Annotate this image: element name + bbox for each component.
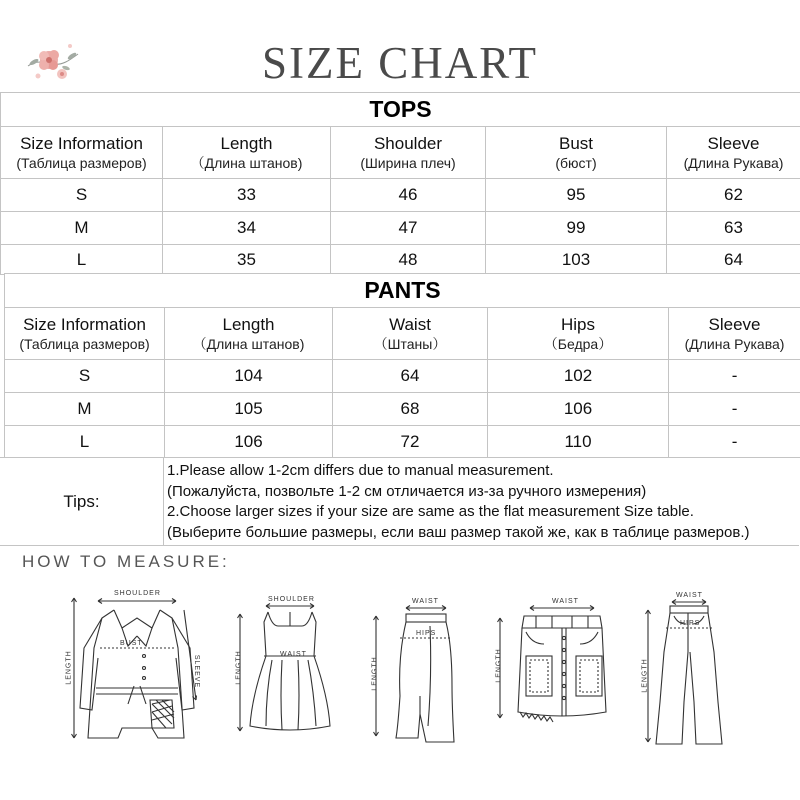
table-row: S 104 64 102 - <box>5 360 800 393</box>
waist-label: WAIST <box>412 598 439 605</box>
tips-box <box>0 457 799 546</box>
header <box>0 0 800 92</box>
tops-section-title: TOPS <box>1 93 800 127</box>
table-row: S 33 46 95 62 <box>1 179 800 212</box>
length-label: LENGTH <box>495 648 503 683</box>
pants-illustration <box>636 592 736 752</box>
dress-illustration <box>232 596 344 746</box>
tip-line: (Выберите большие размеры, если ваш размер такой же, как в таблице размеров.) <box>167 523 750 541</box>
tip-line: 1.Please allow 1-2cm differs due to manual measurement. <box>167 462 554 479</box>
shorts-illustration <box>490 596 630 736</box>
tops-header-row <box>1 127 800 179</box>
tip-line: (Пожалуйста, позвольте 1-2 см отличается из-за ручного измерения) <box>167 482 647 500</box>
page-title: SIZE CHART <box>261 38 539 88</box>
jacket-figure <box>62 588 212 788</box>
pants-table <box>4 273 800 458</box>
tips-label: Tips: <box>0 458 164 545</box>
table-row: M 34 47 99 63 <box>1 212 800 245</box>
tops-col-length: Length （Длина штанов) <box>163 127 331 179</box>
tips-text <box>167 461 797 543</box>
tops-col-sleeve: Sleeve (Длина Рукава) <box>667 127 800 179</box>
hips-label: HIPS <box>680 620 701 627</box>
how-to-measure-title: HOW TO MEASURE: <box>22 552 230 571</box>
pants-section-title: PANTS <box>5 274 800 308</box>
tops-col-shoulder: Shoulder (Ширина плеч) <box>331 127 486 179</box>
shorts-figure <box>490 596 630 736</box>
jacket-illustration <box>62 588 212 788</box>
tops-col-bust: Bust (бюст) <box>486 127 667 179</box>
pants-col-sleeve: Sleeve (Длина Рукава) <box>669 308 800 360</box>
skirt-illustration <box>368 596 468 751</box>
shoulder-label: SHOULDER <box>114 590 161 597</box>
tops-table <box>0 92 800 275</box>
table-row: L 106 72 110 - <box>5 426 800 458</box>
pants-col-hips: Hips （Бедра） <box>488 308 669 360</box>
tip-line: 2.Choose larger sizes if your size are same as the flat measurement Size table. <box>167 503 694 520</box>
length-label: LENGTH <box>371 656 379 691</box>
hips-label: HIPS <box>416 630 437 637</box>
length-label: LENGTH <box>65 650 73 685</box>
table-row: L 35 48 103 64 <box>1 245 800 275</box>
bust-label: BUST <box>120 640 143 647</box>
pants-header-row <box>5 308 800 360</box>
table-row: M 105 68 106 - <box>5 393 800 426</box>
dress-figure <box>232 596 344 746</box>
waist-label: WAIST <box>280 651 307 658</box>
length-label: LENGTH <box>641 658 649 693</box>
skirt-figure <box>368 596 468 751</box>
length-label: LENGTH <box>235 650 243 685</box>
sleeve-label: SLEEVE <box>193 654 201 689</box>
pants-figure <box>636 592 736 752</box>
shoulder-label: SHOULDER <box>268 596 315 603</box>
pants-col-length: Length （Длина штанов) <box>165 308 333 360</box>
pants-col-size: Size Information (Таблица размеров) <box>5 308 165 360</box>
waist-label: WAIST <box>552 598 579 605</box>
tops-col-size: Size Information (Таблица размеров) <box>1 127 163 179</box>
pants-col-waist: Waist （Штаны） <box>333 308 488 360</box>
waist-label: WAIST <box>676 592 703 599</box>
